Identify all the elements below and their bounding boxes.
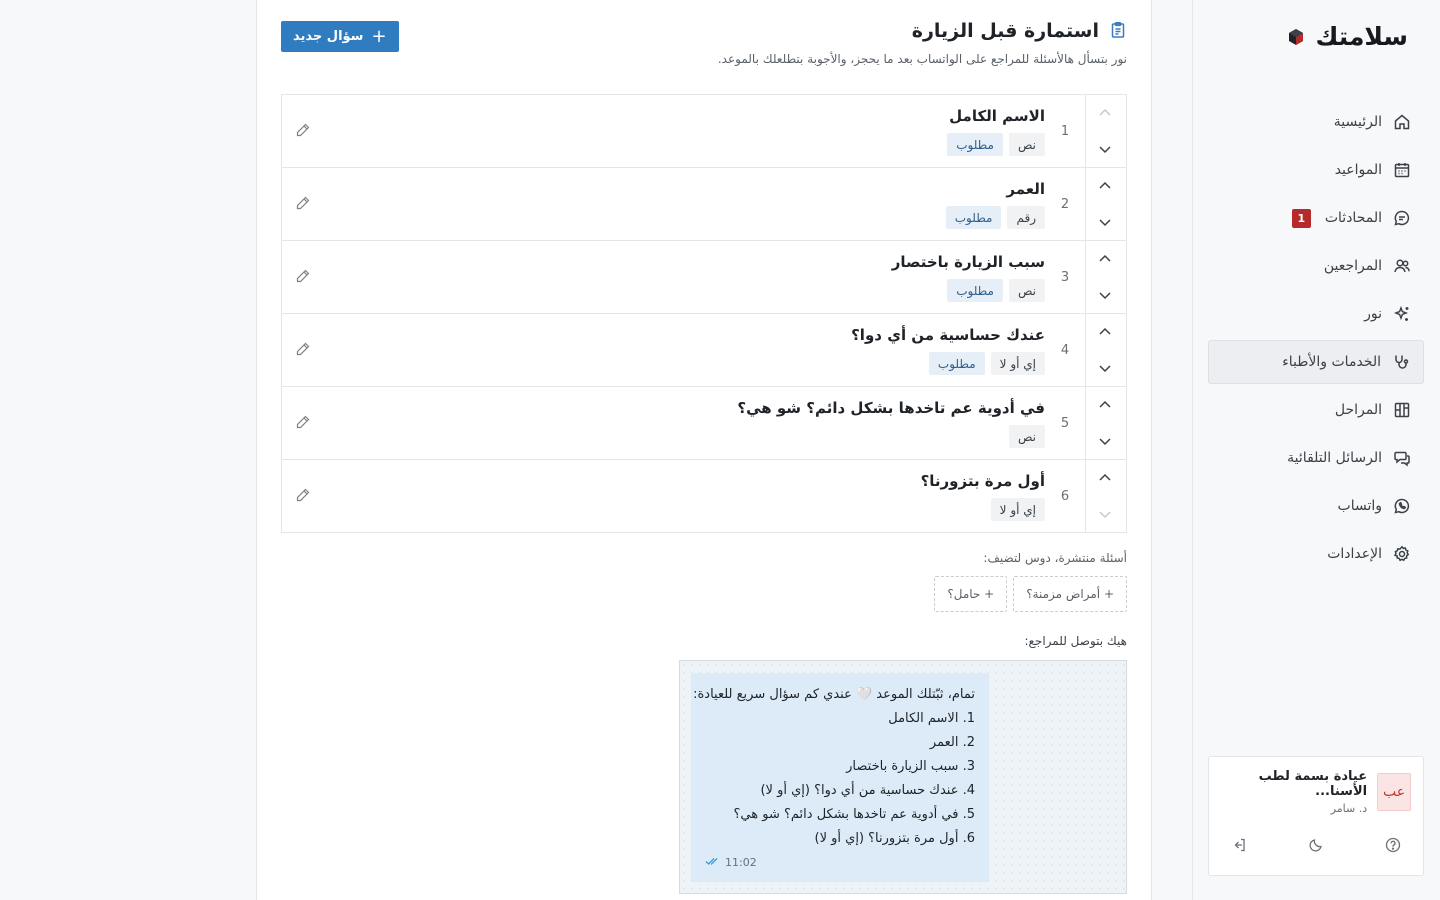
type-tag: نص <box>1009 279 1045 302</box>
question-number: 3 <box>1060 269 1070 285</box>
page-title: استمارة قبل الزيارة <box>911 20 1099 42</box>
preview-label: هيك بتوصل للمراجع: <box>1024 634 1127 648</box>
suggestion-chip-chronic[interactable]: + أمراض مزمنة؟ <box>1013 576 1127 612</box>
question-row <box>282 387 1126 460</box>
move-up-icon[interactable] <box>1098 397 1112 411</box>
reorder-controls <box>1085 460 1126 532</box>
users-icon <box>1392 256 1412 276</box>
question-row <box>282 95 1126 168</box>
question-title: في أدوية عم تاخدها بشكل دائم؟ شو هي؟ <box>737 399 1045 417</box>
sparkle-icon <box>1392 304 1412 324</box>
main-panel <box>256 0 1152 900</box>
required-tag: مطلوب <box>946 206 1002 229</box>
clipboard-icon <box>1107 21 1127 41</box>
new-question-button[interactable] <box>281 21 399 52</box>
doctor-name: د. سامر <box>1330 802 1368 815</box>
new-question-label: سؤال جديد <box>293 29 364 44</box>
move-down-icon[interactable] <box>1098 289 1112 303</box>
message-line: تمام، ثبّتلك الموعد 🤍 عندي كم سؤال سريع للعيادة: <box>693 687 975 702</box>
sidebar-item-label: الرئيسية <box>1333 114 1382 130</box>
message-line: 6. أول مرة بتزورنا؟ (إي أو لا) <box>814 831 975 846</box>
reorder-controls <box>1085 241 1126 313</box>
sidebar-item-label: الرسائل التلقائية <box>1287 450 1382 466</box>
move-down-icon[interactable] <box>1098 508 1112 522</box>
move-down-icon[interactable] <box>1098 216 1112 230</box>
pencil-icon[interactable] <box>294 488 310 504</box>
moon-icon[interactable] <box>1306 835 1326 855</box>
message-line: 3. سبب الزيارة باختصار <box>846 759 975 774</box>
cube-logo-icon <box>1287 28 1305 46</box>
page-header <box>281 20 1127 80</box>
question-row <box>282 314 1126 387</box>
brand[interactable] <box>1287 22 1408 51</box>
brand-name: سلامتك <box>1315 22 1408 51</box>
move-down-icon[interactable] <box>1098 143 1112 157</box>
reorder-controls <box>1085 314 1126 386</box>
sidebar-item-label: المواعيد <box>1334 162 1382 178</box>
sidebar-item-label: نور <box>1364 306 1382 322</box>
type-tag: رقم <box>1007 206 1045 229</box>
sidebar-item-stages[interactable] <box>1208 388 1424 432</box>
suggestion-chips <box>934 576 1127 612</box>
question-number: 1 <box>1060 123 1070 139</box>
message-bubble <box>691 673 989 881</box>
type-tag: نص <box>1009 425 1045 448</box>
pencil-icon[interactable] <box>294 342 310 358</box>
pencil-icon[interactable] <box>294 269 310 285</box>
account-card <box>1208 756 1424 876</box>
sidebar-item-label: الخدمات والأطباء <box>1282 354 1381 370</box>
logout-icon[interactable] <box>1229 835 1249 855</box>
sidebar-item-label: المحادثات <box>1324 210 1382 226</box>
calendar-icon <box>1392 160 1412 180</box>
sidebar-item-whatsapp[interactable] <box>1208 484 1424 528</box>
double-check-icon <box>705 856 721 869</box>
sidebar-item-patients[interactable] <box>1208 244 1424 288</box>
sidebar-item-settings[interactable] <box>1208 532 1424 576</box>
question-title: عندك حساسية من أي دوا؟ <box>851 326 1045 344</box>
question-title: الاسم الكامل <box>949 107 1045 125</box>
avatar[interactable]: عب <box>1377 773 1411 811</box>
whatsapp-preview <box>679 660 1127 894</box>
unread-badge: 1 <box>1292 209 1311 228</box>
move-up-icon[interactable] <box>1098 105 1112 119</box>
question-row <box>282 168 1126 241</box>
pencil-icon[interactable] <box>294 415 310 431</box>
suggestions-label: أسئلة منتشرة، دوس لتضيف: <box>983 551 1127 565</box>
home-icon <box>1392 112 1412 132</box>
chat-icon <box>1392 208 1412 228</box>
sidebar-item-appointments[interactable] <box>1208 148 1424 192</box>
question-number: 6 <box>1060 488 1070 504</box>
message-time: 11:02 <box>725 856 757 869</box>
required-tag: مطلوب <box>947 133 1003 156</box>
move-up-icon[interactable] <box>1098 470 1112 484</box>
pencil-icon[interactable] <box>294 123 310 139</box>
sidebar-nav <box>1208 100 1424 580</box>
whatsapp-icon <box>1392 496 1412 516</box>
message-line: 5. في أدوية عم تاخدها بشكل دائم؟ شو هي؟ <box>733 807 975 822</box>
sidebar-item-label: الإعدادات <box>1327 546 1382 562</box>
move-up-icon[interactable] <box>1098 251 1112 265</box>
help-icon[interactable] <box>1383 835 1403 855</box>
messages-icon <box>1392 448 1412 468</box>
required-tag: مطلوب <box>947 279 1003 302</box>
type-tag: إي أو لا <box>991 498 1045 521</box>
sidebar-item-services-doctors[interactable] <box>1208 340 1424 384</box>
question-title: سبب الزيارة باختصار <box>891 253 1045 271</box>
question-number: 2 <box>1060 196 1070 212</box>
reorder-controls <box>1085 95 1126 167</box>
questions-list <box>281 94 1127 533</box>
reorder-controls <box>1085 387 1126 459</box>
stethoscope-icon <box>1391 352 1411 372</box>
move-up-icon[interactable] <box>1098 324 1112 338</box>
move-down-icon[interactable] <box>1098 362 1112 376</box>
sidebar <box>1192 0 1440 900</box>
sidebar-item-label: واتساب <box>1337 498 1382 514</box>
reorder-controls <box>1085 168 1126 240</box>
question-row <box>282 460 1126 532</box>
sidebar-item-home[interactable] <box>1208 100 1424 144</box>
question-number: 5 <box>1060 415 1070 431</box>
sidebar-item-conversations[interactable] <box>1208 196 1424 240</box>
sidebar-item-noor[interactable] <box>1208 292 1424 336</box>
plus-icon: + <box>371 25 387 47</box>
page-subtitle: نور بتسأل هالأسئلة للمراجع على الواتساب بعد ما يحجز، والأجوبة بتطلعلك بالموعد. <box>717 52 1127 66</box>
sidebar-item-auto-messages[interactable] <box>1208 436 1424 480</box>
message-line: 1. الاسم الكامل <box>888 711 975 726</box>
question-row <box>282 241 1126 314</box>
question-title: أول مرة بتزورنا؟ <box>920 472 1045 490</box>
move-up-icon[interactable] <box>1098 178 1112 192</box>
sidebar-item-label: المراحل <box>1334 402 1382 418</box>
question-number: 4 <box>1060 342 1070 358</box>
type-tag: إي أو لا <box>991 352 1045 375</box>
question-title: العمر <box>1006 180 1045 198</box>
required-tag: مطلوب <box>929 352 985 375</box>
type-tag: نص <box>1009 133 1045 156</box>
board-icon <box>1392 400 1412 420</box>
suggestion-chip-pregnant[interactable]: + حامل؟ <box>934 576 1007 612</box>
message-line: 2. العمر <box>929 735 975 750</box>
pencil-icon[interactable] <box>294 196 310 212</box>
message-line: 4. عندك حساسية من أي دوا؟ (إي أو لا) <box>760 783 975 798</box>
clinic-name: عيادة بسمة لطب الأسنا... <box>1258 769 1368 799</box>
move-down-icon[interactable] <box>1098 435 1112 449</box>
sidebar-item-label: المراجعين <box>1323 258 1382 274</box>
gear-icon <box>1392 544 1412 564</box>
